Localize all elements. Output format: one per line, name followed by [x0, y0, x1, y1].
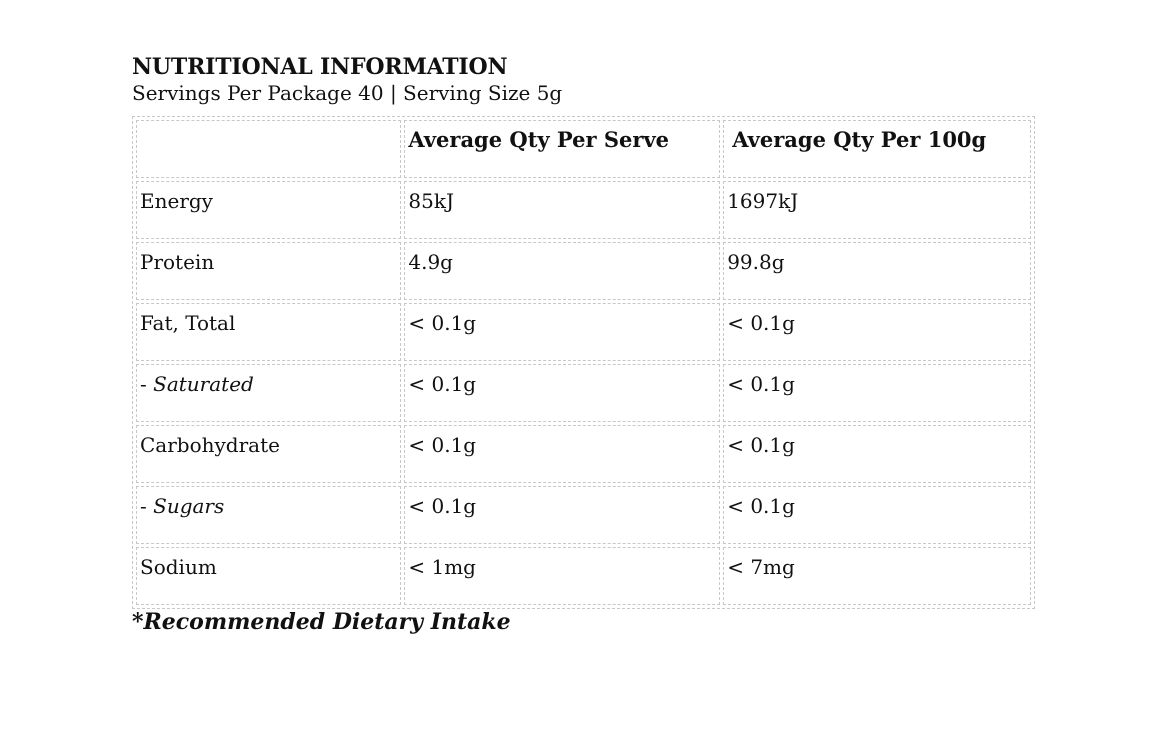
nutrient-prefix: - [140, 372, 154, 396]
per-100g-value: < 7mg [723, 547, 1031, 605]
per-serve-value: < 0.1g [404, 486, 720, 544]
nutrient-label [136, 303, 401, 361]
per-100g-value: < 0.1g [723, 303, 1031, 361]
nutrient-name: Carbohydrate [140, 433, 280, 457]
nutrient-name: Fat, Total [140, 311, 236, 335]
per-serve-value: < 0.1g [404, 425, 720, 483]
table-row [136, 486, 1031, 544]
table-row [136, 364, 1031, 422]
footnote: *Recommended Dietary Intake [132, 609, 511, 635]
nutrient-name: Saturated [153, 372, 254, 396]
nutrient-label [136, 547, 401, 605]
per-100g-value: 1697kJ [723, 181, 1031, 239]
table-row [136, 303, 1031, 361]
per-100g-value: 99.8g [723, 242, 1031, 300]
per-serve-value: < 0.1g [404, 303, 720, 361]
per-serve-value: 85kJ [404, 181, 720, 239]
header-cell-empty [136, 120, 401, 178]
nutrient-prefix: - [140, 494, 154, 518]
table-row [136, 242, 1031, 300]
nutrient-label [136, 486, 401, 544]
per-serve-value: < 1mg [404, 547, 720, 605]
page-title: NUTRITIONAL INFORMATION [132, 54, 508, 80]
per-100g-value: < 0.1g [723, 425, 1031, 483]
nutrient-name: Sugars [153, 494, 225, 518]
nutrition-table [132, 116, 1035, 609]
nutrient-label [136, 364, 401, 422]
per-serve-value: < 0.1g [404, 364, 720, 422]
table-row [136, 547, 1031, 605]
header-cell-per-100g: Average Qty Per 100g [723, 120, 1031, 178]
nutrient-label [136, 181, 401, 239]
header-cell-per-serve: Average Qty Per Serve [404, 120, 720, 178]
nutrient-label [136, 242, 401, 300]
serving-info: Servings Per Package 40 | Serving Size 5g [132, 81, 563, 105]
per-100g-value: < 0.1g [723, 486, 1031, 544]
nutrient-name: Sodium [140, 555, 217, 579]
nutrient-label [136, 425, 401, 483]
nutrient-name: Protein [140, 250, 215, 274]
table-header-row [136, 120, 1031, 178]
per-100g-value: < 0.1g [723, 364, 1031, 422]
nutrient-name: Energy [140, 189, 213, 213]
nutrition-panel [132, 54, 1035, 635]
table-row [136, 181, 1031, 239]
per-serve-value: 4.9g [404, 242, 720, 300]
table-row [136, 425, 1031, 483]
